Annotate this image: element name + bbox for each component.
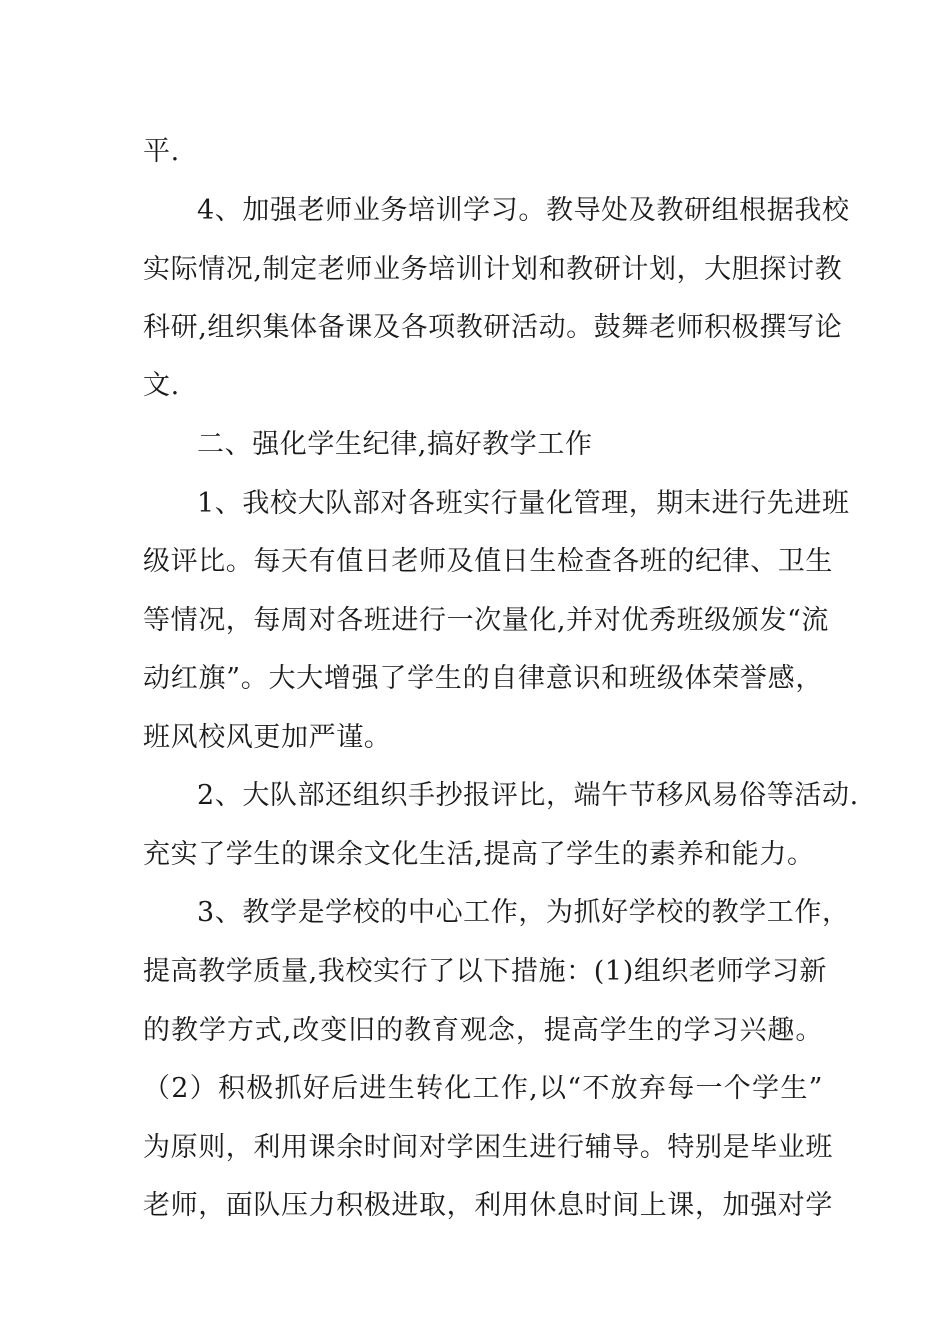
text-line: 科研,组织集体备课及各项教研活动。鼓舞老师积极撰写论 xyxy=(143,312,843,343)
text-line: 4、加强老师业务培训学习。教导处及教研组根据我校 xyxy=(197,195,850,226)
section-heading: 二、强化学生纪律,搞好教学工作 xyxy=(197,429,593,460)
text-line: 老师，面队压力积极进取，利用休息时间上课，加强对学 xyxy=(143,1190,833,1221)
text-line: 级评比。每天有值日老师及值日生检查各班的纪律、卫生 xyxy=(143,546,833,577)
text-line: 2、大队部还组织手抄报评比，端午节移风易俗等活动. xyxy=(197,780,859,811)
text-line: 平. xyxy=(143,136,180,167)
text-line: 班风校风更加严谨。 xyxy=(143,722,392,753)
text-line: 的教学方式,改变旧的教育观念，提高学生的学习兴趣。 xyxy=(143,1015,823,1046)
text-line: 1、我校大队部对各班实行量化管理，期末进行先进班 xyxy=(197,488,850,519)
text-line: 提高教学质量,我校实行了以下措施：(1)组织老师学习新 xyxy=(143,956,828,987)
text-line: 为原则，利用课余时间对学困生进行辅导。特别是毕业班 xyxy=(143,1132,833,1163)
text-line: 动红旗”。大大增强了学生的自律意识和班级体荣誉感， xyxy=(143,663,823,694)
text-line: （2）积极抓好后进生转化工作,以“不放弃每一个学生” xyxy=(143,1073,823,1104)
text-line: 等情况，每周对各班进行一次量化,并对优秀班级颁发“流 xyxy=(143,605,829,636)
text-line: 充实了学生的课余文化生活,提高了学生的素养和能力。 xyxy=(143,839,815,870)
text-line: 文. xyxy=(143,370,180,401)
text-line: 3、教学是学校的中心工作，为抓好学校的教学工作， xyxy=(197,897,850,928)
text-line: 实际情况,制定老师业务培训计划和教研计划，大胆探讨教 xyxy=(143,254,843,285)
